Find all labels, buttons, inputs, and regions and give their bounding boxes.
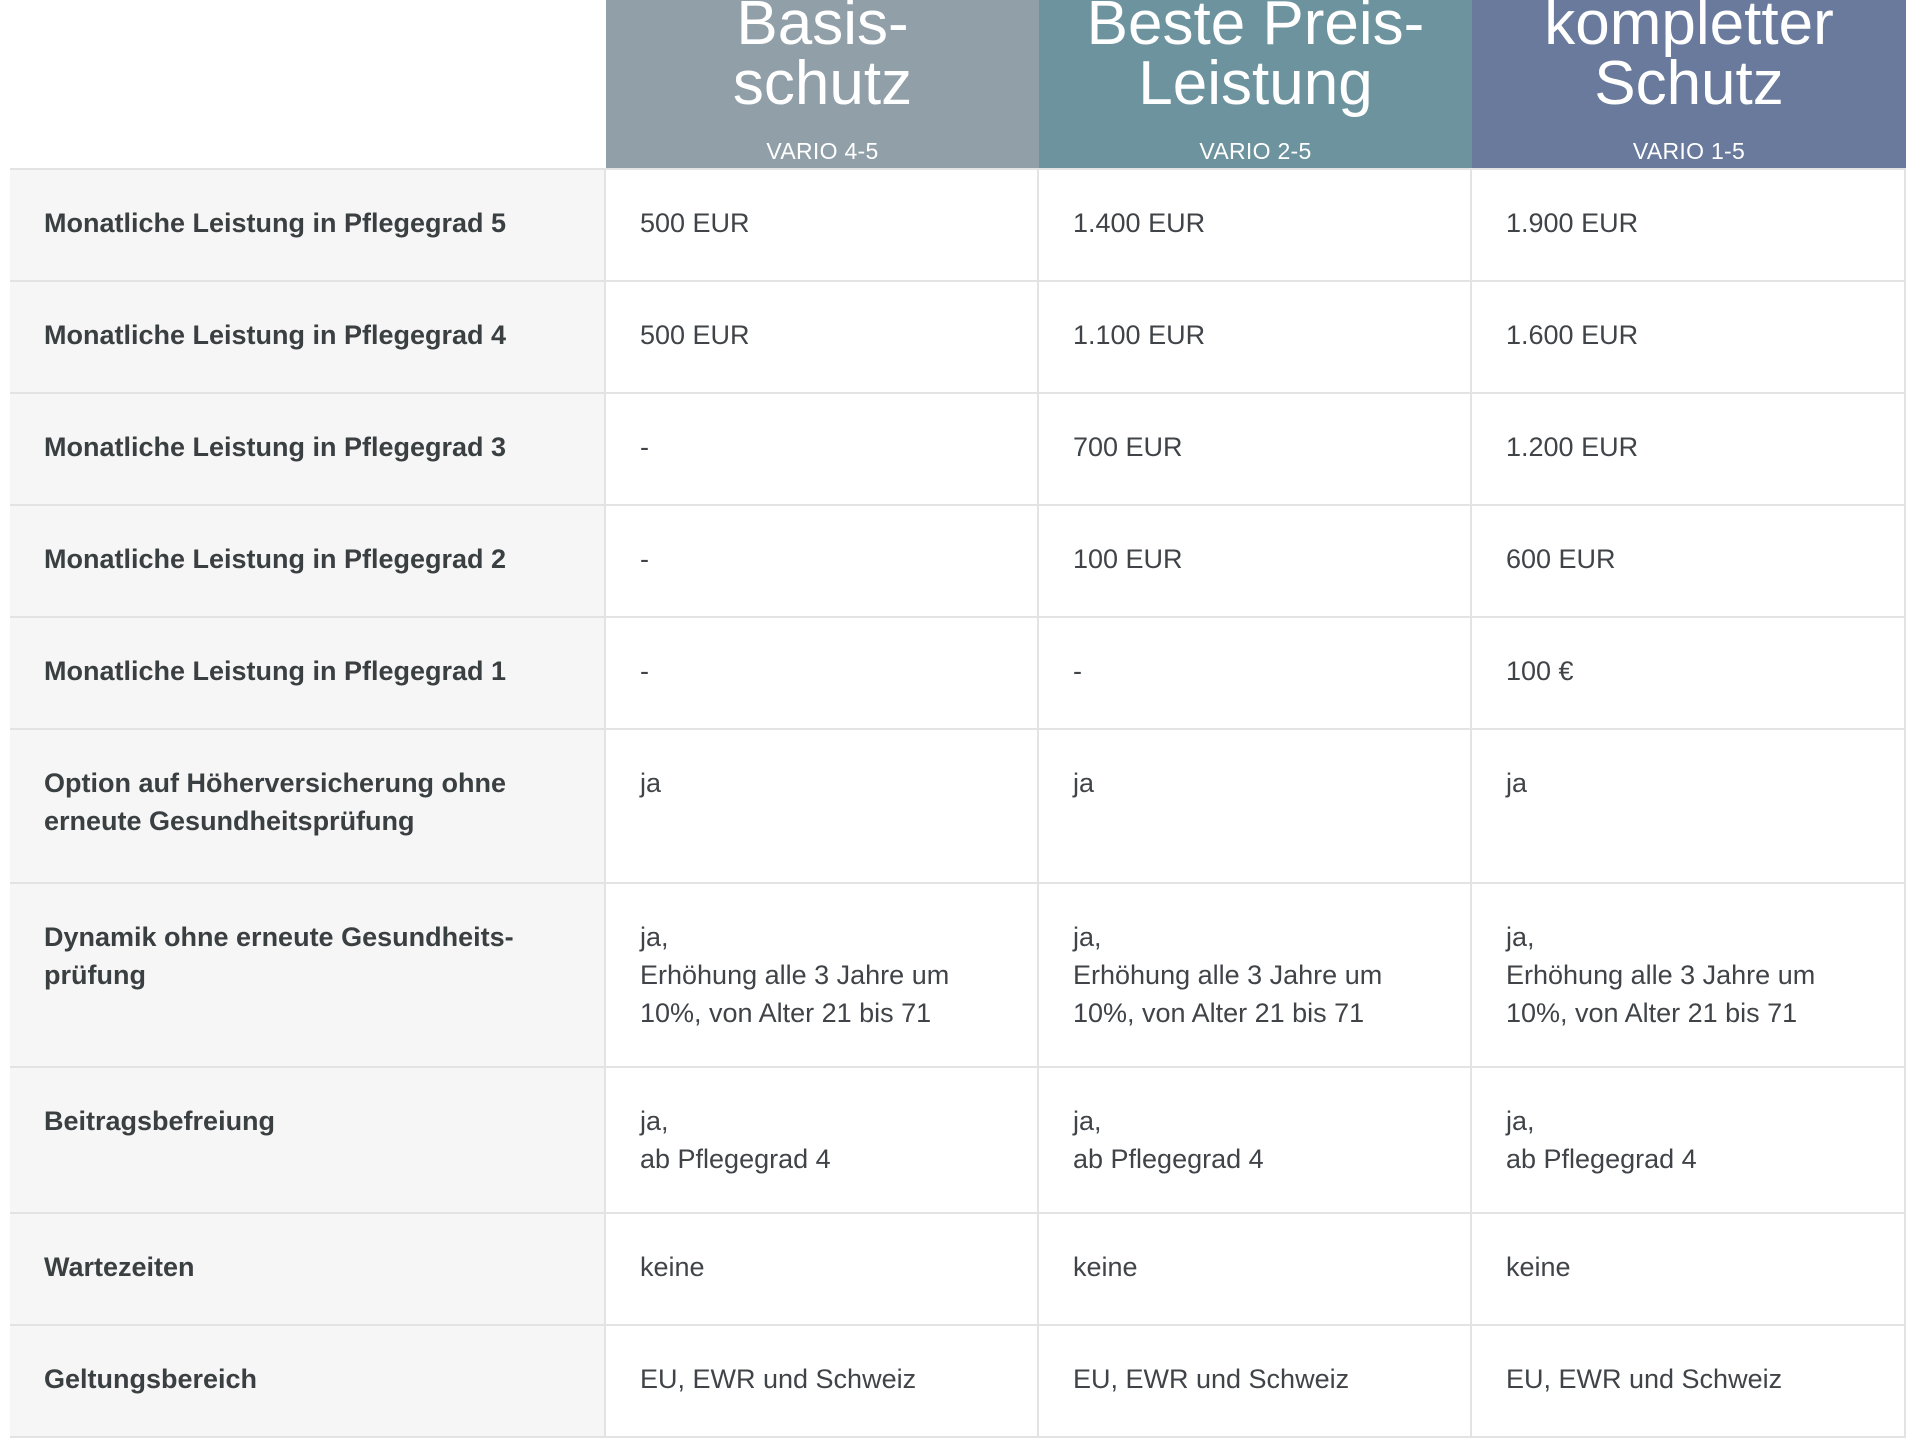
row-label: Option auf Höherversicherung ohne erneute Gesundheitsprüfung (10, 730, 606, 882)
row-label: Beitragsbefreiung (10, 1068, 606, 1212)
row-label: Dynamik ohne erneute Gesundheits- prüfung (10, 884, 606, 1066)
table-cell: 500 EUR (606, 282, 1039, 392)
row-label: Geltungsbereich (10, 1326, 606, 1436)
table-cell: 100 EUR (1039, 506, 1472, 616)
table-row (10, 730, 1906, 884)
table-cell: keine (1039, 1214, 1472, 1324)
table-row (10, 170, 1906, 282)
table-cell: ja, ab Pflegegrad 4 (1039, 1068, 1472, 1212)
table-cell: - (606, 506, 1039, 616)
row-label: Monatliche Leistung in Pflegegrad 2 (10, 506, 606, 616)
table-row (10, 282, 1906, 394)
table-cell: ja, Erhöhung alle 3 Jahre um 10%, von Alter 21 bis 71 (1039, 884, 1472, 1066)
table-cell: EU, EWR und Schweiz (606, 1326, 1039, 1436)
table-cell: EU, EWR und Schweiz (1039, 1326, 1472, 1436)
table-cell: 600 EUR (1472, 506, 1906, 616)
table-row (10, 506, 1906, 618)
table-row (10, 1214, 1906, 1326)
table-cell: ja (1039, 730, 1472, 882)
comparison-table (10, 168, 1906, 1438)
table-cell: - (606, 618, 1039, 728)
table-cell: 100 € (1472, 618, 1906, 728)
table-row (10, 1326, 1906, 1438)
column-header-kompletter-schutz (1472, 0, 1906, 168)
table-cell: 1.900 EUR (1472, 170, 1906, 280)
row-label: Wartezeiten (10, 1214, 606, 1324)
table-cell: ja, ab Pflegegrad 4 (606, 1068, 1039, 1212)
table-row (10, 884, 1906, 1068)
column-subtitle: VARIO 4-5 (766, 138, 879, 164)
table-cell: keine (1472, 1214, 1906, 1324)
table-row (10, 618, 1906, 730)
row-label: Monatliche Leistung in Pflegegrad 4 (10, 282, 606, 392)
table-row (10, 394, 1906, 506)
table-cell: keine (606, 1214, 1039, 1324)
row-label: Monatliche Leistung in Pflegegrad 3 (10, 394, 606, 504)
column-title: Beste Preis- Leistung (1086, 0, 1425, 118)
table-cell: 700 EUR (1039, 394, 1472, 504)
table-cell: 500 EUR (606, 170, 1039, 280)
column-header-beste-preis-leistung (1039, 0, 1472, 168)
table-cell: 1.400 EUR (1039, 170, 1472, 280)
column-title: Basis- schutz (732, 0, 913, 118)
table-cell: EU, EWR und Schweiz (1472, 1326, 1906, 1436)
table-cell: 1.200 EUR (1472, 394, 1906, 504)
table-cell: ja (1472, 730, 1906, 882)
table-cell: ja (606, 730, 1039, 882)
table-cell: 1.600 EUR (1472, 282, 1906, 392)
row-label: Monatliche Leistung in Pflegegrad 5 (10, 170, 606, 280)
table-cell: - (1039, 618, 1472, 728)
table-cell: ja, ab Pflegegrad 4 (1472, 1068, 1906, 1212)
table-cell: - (606, 394, 1039, 504)
column-title: kompletter Schutz (1544, 0, 1834, 118)
table-cell: 1.100 EUR (1039, 282, 1472, 392)
table-cell: ja, Erhöhung alle 3 Jahre um 10%, von Alter 21 bis 71 (1472, 884, 1906, 1066)
table-row (10, 1068, 1906, 1214)
table-cell: ja, Erhöhung alle 3 Jahre um 10%, von Alter 21 bis 71 (606, 884, 1039, 1066)
column-subtitle: VARIO 2-5 (1199, 138, 1312, 164)
column-header-basisschutz (606, 0, 1039, 168)
column-subtitle: VARIO 1-5 (1632, 138, 1746, 164)
row-label: Monatliche Leistung in Pflegegrad 1 (10, 618, 606, 728)
